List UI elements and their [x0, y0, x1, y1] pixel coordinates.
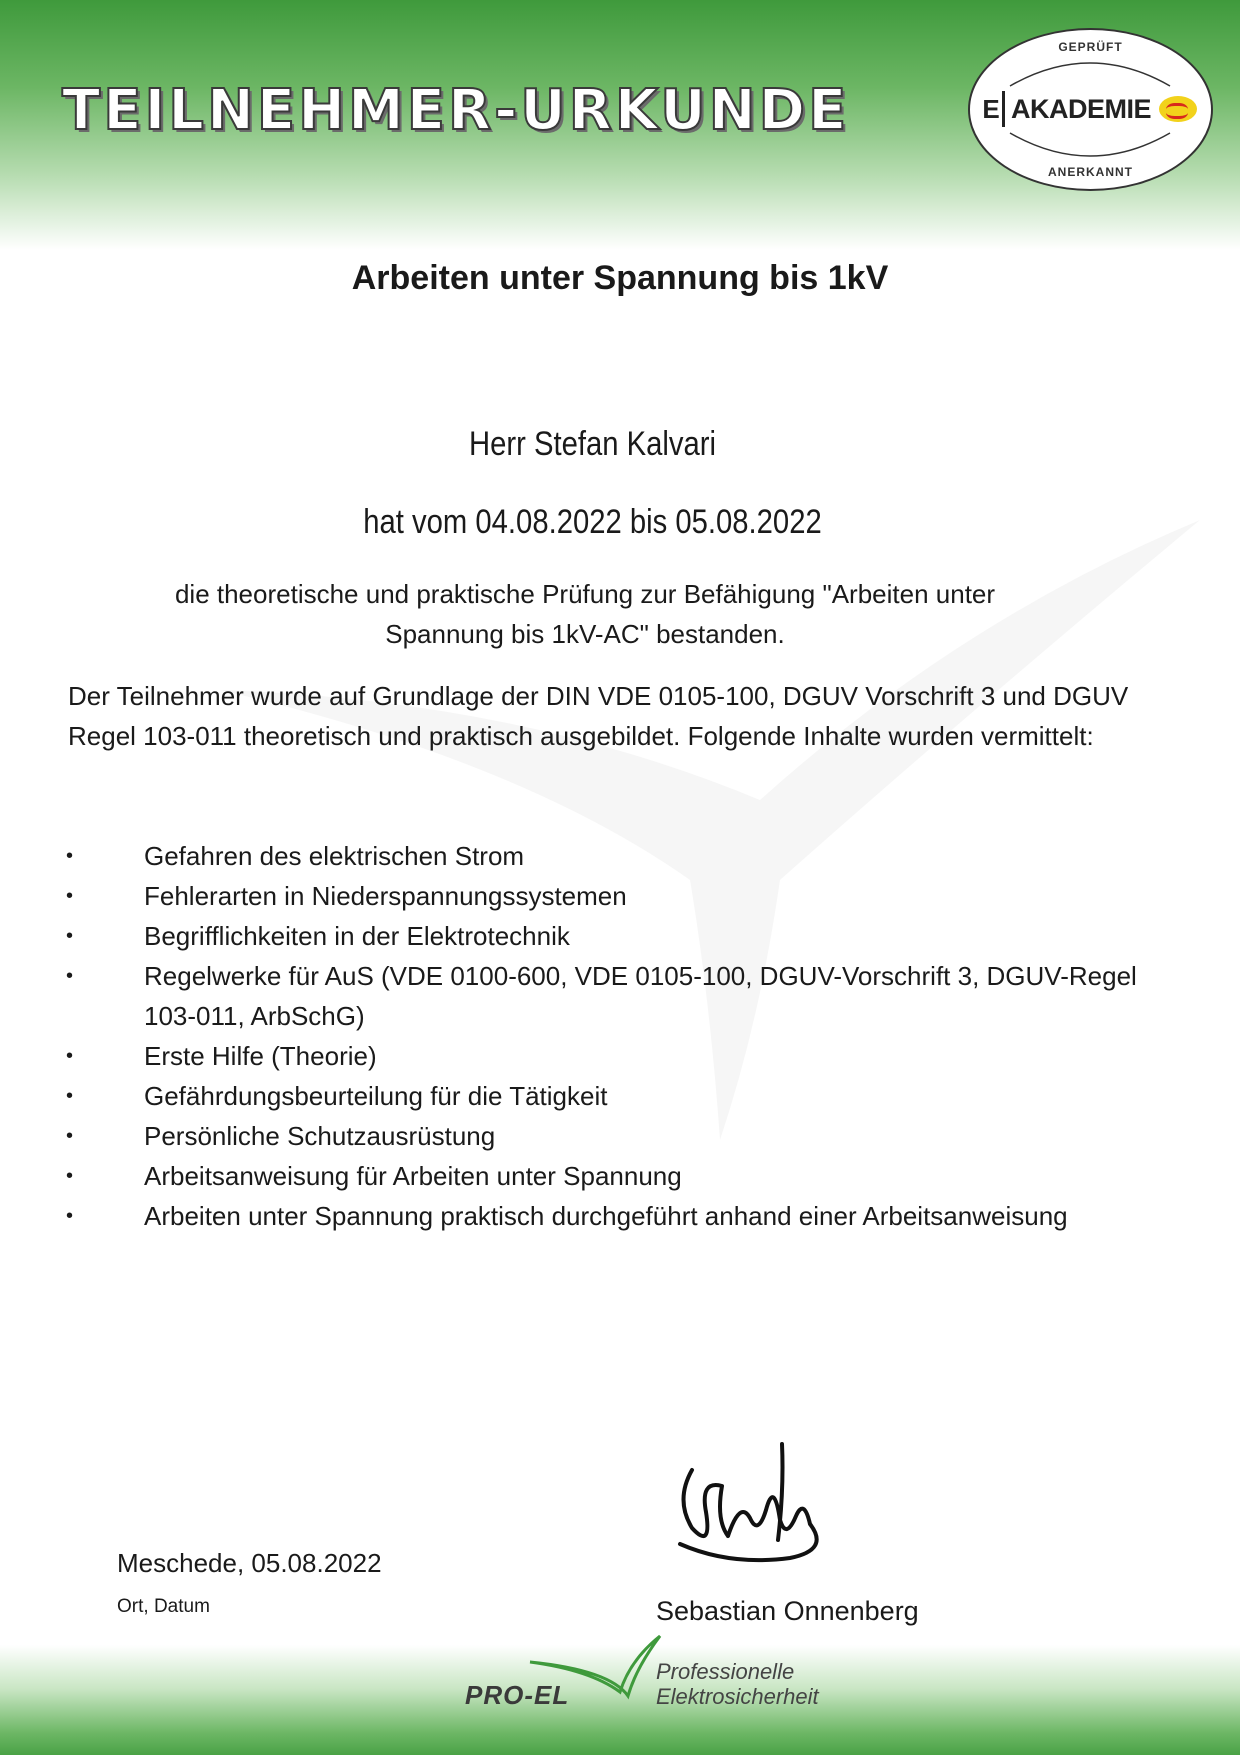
topic-text: Erste Hilfe (Theorie) — [144, 1041, 377, 1071]
footer-tagline-line2: Elektrosicherheit — [656, 1684, 819, 1709]
footer-brand: PRO-EL — [465, 1680, 570, 1710]
passed-statement-line2: Spannung bis 1kV-AC" bestanden. — [385, 619, 785, 649]
bullet-icon: • — [66, 1165, 74, 1187]
e-akademie-seal — [968, 28, 1213, 191]
bullet-icon: • — [66, 1085, 74, 1107]
bullet-icon: • — [66, 1125, 74, 1147]
signer-name: Sebastian Onnenberg — [656, 1596, 919, 1626]
seal-brand-name: AKADEMIE — [1011, 93, 1152, 124]
topic-text: Regelwerke für AuS (VDE 0100-600, VDE 0105-100, DGUV-Vorschrift 3, DGUV-Regel 103-011, ArbSchG) — [144, 961, 1137, 1031]
place-date-label: Ort, Datum — [117, 1596, 210, 1617]
topic-item — [66, 836, 1176, 876]
bullet-icon: • — [66, 1045, 74, 1067]
course-title: Arbeiten unter Spannung bis 1kV — [351, 259, 889, 297]
flame-icon — [1159, 96, 1197, 122]
bullet-icon: • — [66, 1205, 74, 1227]
topic-text: Persönliche Schutzausrüstung — [144, 1121, 496, 1151]
topic-item — [66, 876, 1176, 916]
topics-list — [66, 836, 1176, 1236]
topic-text: Gefahren des elektrischen Strom — [144, 841, 525, 871]
intro-paragraph: Der Teilnehmer wurde auf Grundlage der DIN VDE 0105-100, DGUV Vorschrift 3 und DGUV Regel 103-011 theoretisch und praktisch ausgebildet. Folgende Inhalte wurden vermittelt: — [68, 681, 1129, 751]
topic-item — [66, 956, 1176, 1036]
topic-text: Arbeitsanweisung für Arbeiten unter Spannung — [144, 1161, 682, 1191]
bullet-icon: • — [66, 965, 74, 987]
footer-tagline-line1: Professionelle — [656, 1659, 795, 1684]
bullet-icon: • — [66, 925, 74, 947]
passed-statement-line1: die theoretische und praktische Prüfung zur Befähigung "Arbeiten unter — [174, 579, 996, 609]
topic-item — [66, 1036, 1176, 1076]
topic-item — [66, 1116, 1176, 1156]
seal-e-letter: E — [980, 91, 1005, 127]
bullet-icon: • — [66, 845, 74, 867]
passed-statement — [100, 574, 1070, 654]
course-date-range: hat vom 04.08.2022 bis 05.08.2022 — [363, 503, 822, 541]
topic-item — [66, 1156, 1176, 1196]
participant-name: Herr Stefan Kalvari — [468, 425, 717, 463]
topic-text: Begrifflichkeiten in der Elektrotechnik — [144, 921, 570, 951]
seal-bottom-text: ANERKANNT — [1048, 165, 1133, 179]
topic-text: Gefährdungsbeurteilung für die Tätigkeit — [144, 1081, 608, 1111]
handwritten-signature — [670, 1440, 840, 1580]
certificate-header-title: TEILNEHMER-URKUNDE — [62, 78, 850, 143]
topic-text: Fehlerarten in Niederspannungssystemen — [144, 881, 627, 911]
topic-item — [66, 1196, 1176, 1236]
seal-top-text: GEPRÜFT — [1058, 40, 1123, 54]
topic-item — [66, 916, 1176, 956]
seal-brand — [980, 91, 1201, 127]
bullet-icon: • — [66, 885, 74, 907]
topic-text: Arbeiten unter Spannung praktisch durchgeführt anhand einer Arbeitsanweisung — [144, 1201, 1068, 1231]
topic-item — [66, 1076, 1176, 1116]
place-date: Meschede, 05.08.2022 — [117, 1548, 382, 1578]
